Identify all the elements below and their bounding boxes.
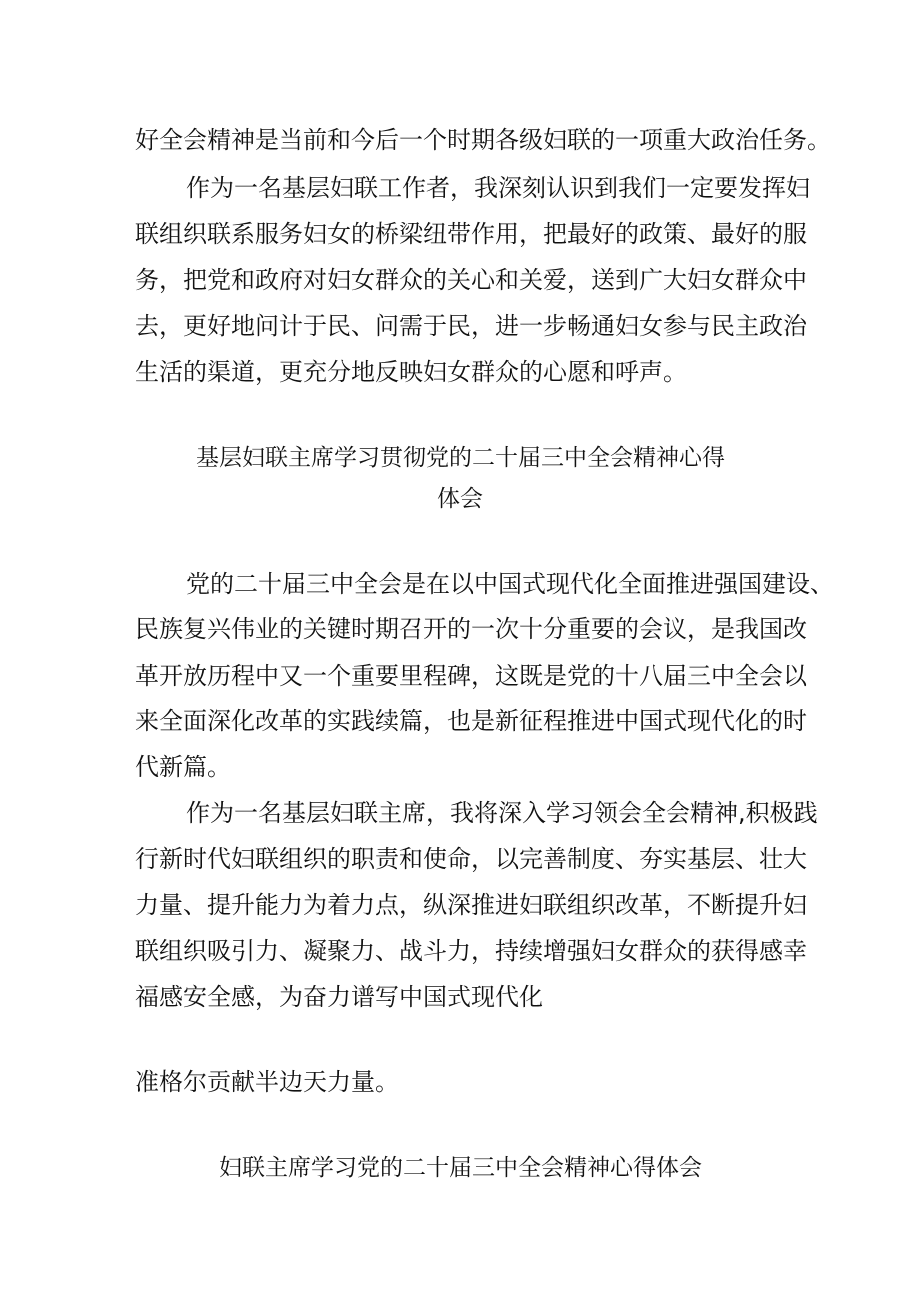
body-text-line: 来全面深化改革的实践续篇，也是新征程推进中国式现代化的时	[135, 707, 807, 735]
section-heading: 妇联主席学习党的二十届三中全会精神心得体会	[219, 1155, 702, 1181]
body-text-line: 好全会精神是当前和今后一个时期各级妇联的一项重大政治任务。	[135, 126, 831, 154]
body-text-line: 民族复兴伟业的关键时期召开的一次十分重要的会议，是我国改	[135, 615, 807, 643]
body-text-line: 去，更好地问计于民、问需于民，进一步畅通妇女参与民主政治	[135, 312, 807, 340]
body-text-line: 联组织联系服务妇女的桥梁纽带作用，把最好的政策、最好的服	[135, 220, 807, 248]
body-text-line: 福感安全感，为奋力谱写中国式现代化	[135, 983, 543, 1011]
body-text-line: 革开放历程中又一个重要里程碑，这既是党的十八届三中全会以	[135, 662, 807, 690]
body-text-line: 生活的渠道，更充分地反映妇女群众的心愿和呼声。	[135, 358, 687, 386]
body-text-line: 行新时代妇联组织的职责和使命，以完善制度、夯实基层、壮大	[135, 845, 807, 873]
body-text-line: 作为一名基层妇联工作者，我深刻认识到我们一定要发挥妇	[186, 174, 810, 202]
section-heading: 体会	[437, 486, 483, 512]
body-text-line: 务，把党和政府对妇女群众的关心和关爱，送到广大妇女群众中	[135, 266, 807, 294]
body-text-line: 联组织吸引力、凝聚力、战斗力，持续增强妇女群众的获得感幸	[135, 937, 807, 965]
body-text-line: 准格尔贡献半边天力量。	[135, 1068, 399, 1096]
body-text-line: 代新篇。	[135, 753, 231, 781]
body-text-line: 党的二十届三中全会是在以中国式现代化全面推进强国建设、	[186, 570, 834, 598]
body-text-line: 力量、提升能力为着力点，纵深推进妇联组织改革，不断提升妇	[135, 891, 807, 919]
body-text-line: 作为一名基层妇联主席，我将深入学习领会全会精神,积极践	[186, 799, 818, 827]
section-heading: 基层妇联主席学习贯彻党的二十届三中全会精神心得	[196, 445, 725, 471]
